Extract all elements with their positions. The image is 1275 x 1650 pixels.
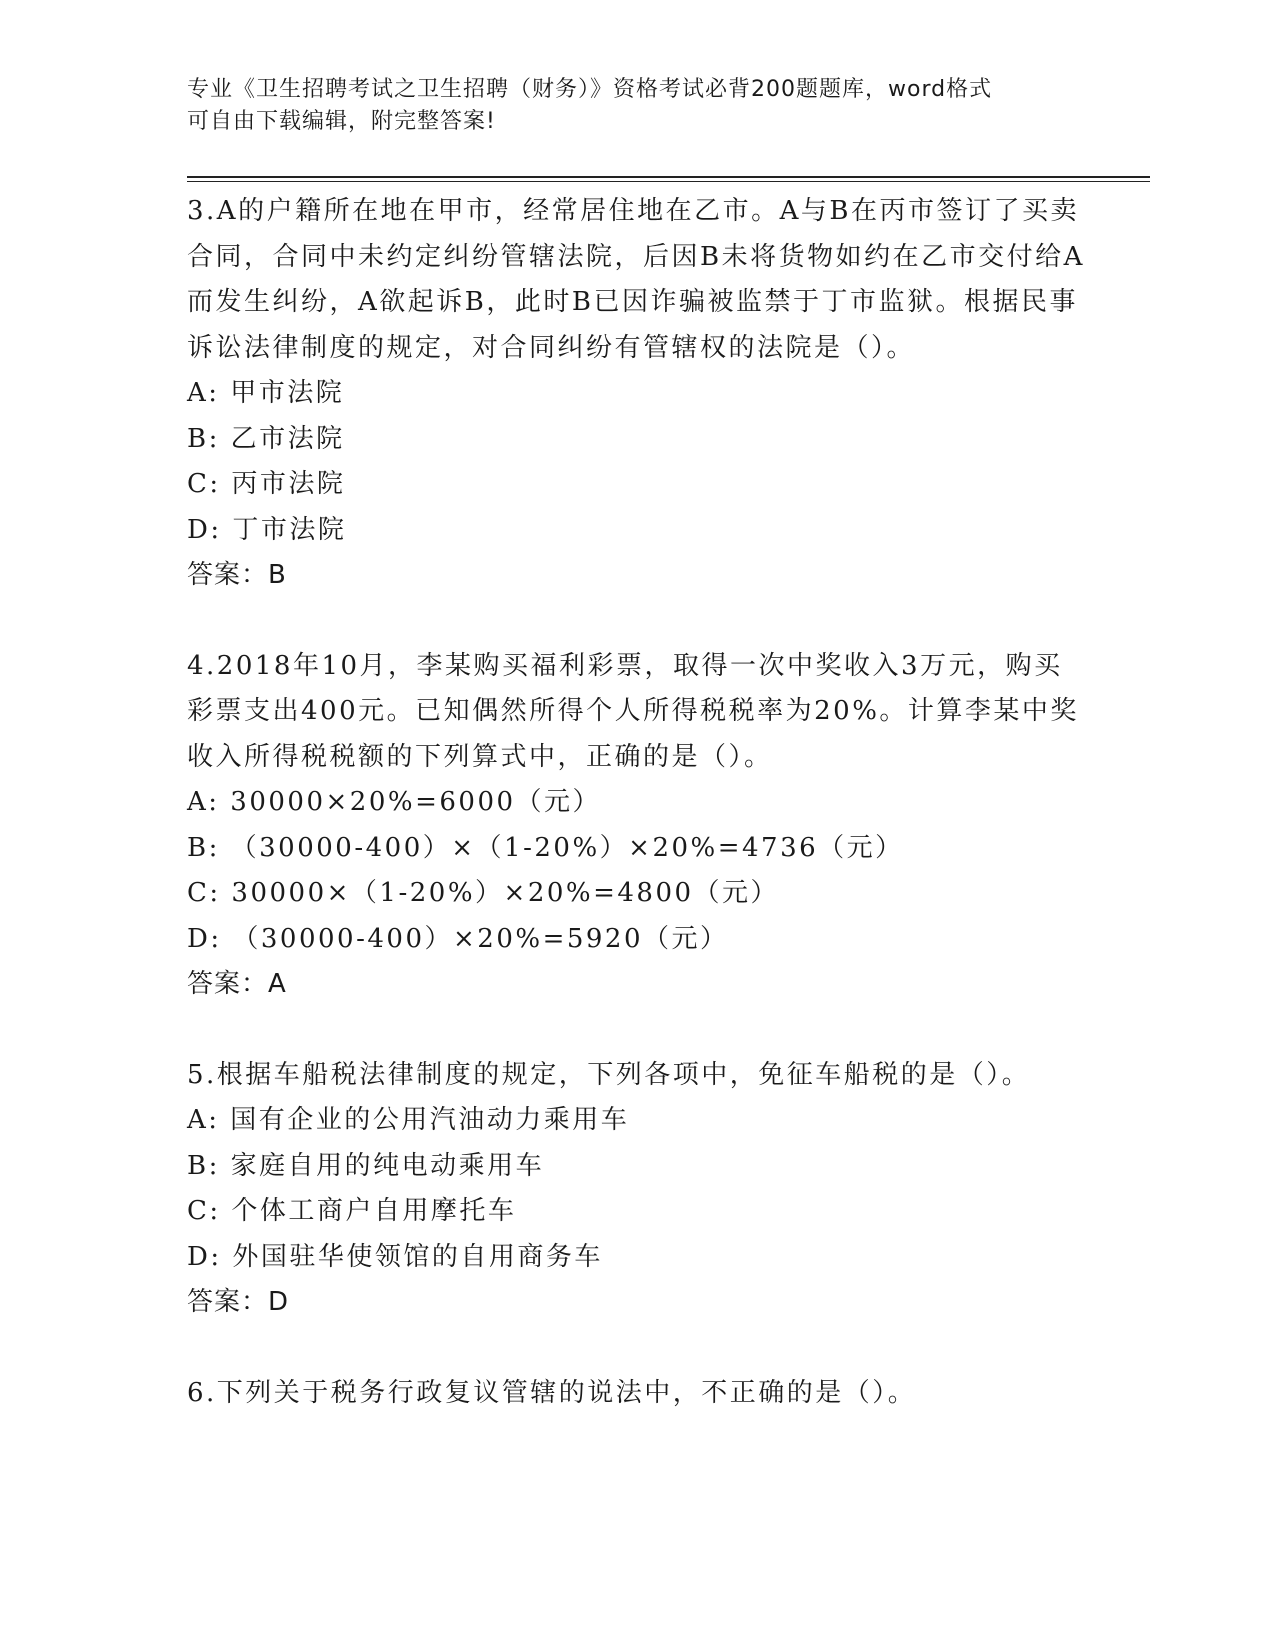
question-4 xyxy=(187,644,1087,1008)
option-b: B: 乙市法院 xyxy=(187,423,345,454)
question-stem: 6.下列关于税务行政复议管辖的说法中，不正确的是（）。 xyxy=(187,1377,917,1408)
document-header: 专业《卫生招聘考试之卫生招聘（财务）》资格考试必背200题题库，word格式 可自由下载编辑，附完整答案! xyxy=(187,77,993,134)
question-6 xyxy=(187,1371,1087,1417)
question-stem: 4.2018年10月，李某购买福利彩票，取得一次中奖收入3万元，购买彩票支出400元。已知偶然所得个人所得税税率为20%。计算李某中奖收入所得税税额的下列算式中，正确的是（）。 xyxy=(187,650,1079,772)
answer: 答案：D xyxy=(187,1287,290,1317)
answer: 答案：A xyxy=(187,969,287,999)
question-spacer xyxy=(187,1326,1087,1371)
question-3 xyxy=(187,189,1087,599)
option-d: D: 丁市法院 xyxy=(187,514,347,545)
question-spacer xyxy=(187,599,1087,644)
header-divider-thick xyxy=(187,176,1150,178)
option-d: D: （30000-400）×20%=5920（元） xyxy=(187,923,729,954)
option-b: B: 家庭自用的纯电动乘用车 xyxy=(187,1150,545,1181)
option-c: C: 30000×（1-20%）×20%=4800（元） xyxy=(187,878,780,908)
answer: 答案：B xyxy=(187,560,287,590)
question-spacer xyxy=(187,1008,1087,1053)
question-stem: 3.A的户籍所在地在甲市，经常居住地在乙市。A与B在丙市签订了买卖合同，合同中未约定纠纷管辖法院，后因B未将货物如约在乙市交付给A而发生纠纷，A欲起诉B，此时B已因诈骗被监禁于丁市监狱。根据民事诉讼法律制度的规定，对合同纠纷有管辖权的法院是（）。 xyxy=(187,196,1085,363)
option-b: B: （30000-400）×（1-20%）×20%=4736（元） xyxy=(187,832,904,863)
question-list xyxy=(187,189,1087,1416)
option-c: C: 个体工商户自用摩托车 xyxy=(187,1196,517,1226)
question-stem: 5.根据车船税法律制度的规定，下列各项中，免征车船税的是（）。 xyxy=(187,1059,1031,1090)
option-a: A: 30000×20%=6000（元） xyxy=(187,787,602,817)
option-c: C: 丙市法院 xyxy=(187,469,346,499)
question-5 xyxy=(187,1053,1087,1326)
option-a: A: 甲市法院 xyxy=(187,378,345,408)
option-a: A: 国有企业的公用汽油动力乘用车 xyxy=(187,1105,630,1135)
option-d: D: 外国驻华使领馆的自用商务车 xyxy=(187,1241,603,1272)
header-divider-thin xyxy=(187,181,1150,182)
